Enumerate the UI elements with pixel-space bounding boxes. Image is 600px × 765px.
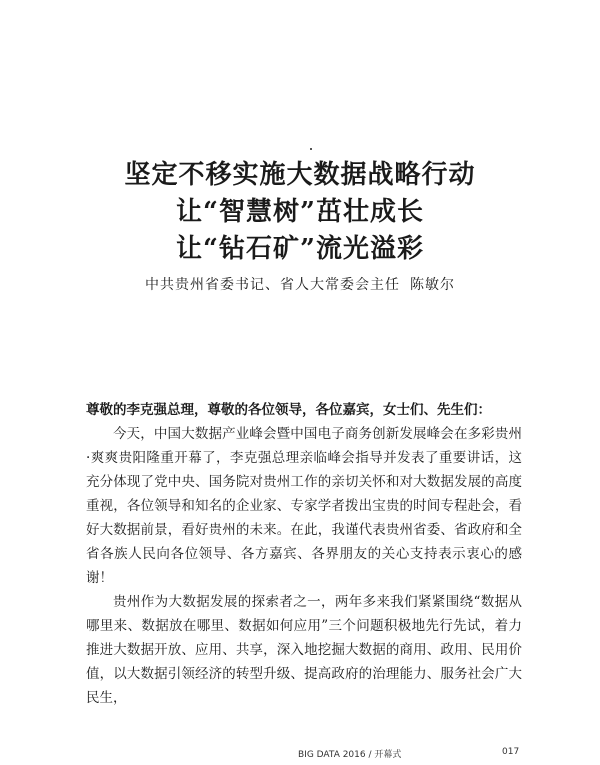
page-number: 017: [502, 747, 520, 757]
title-line-3: 让“钻石矿”流光溢彩: [176, 234, 424, 264]
author-name: 陈敏尔: [410, 277, 455, 293]
author-position: 中共贵州省委书记、省人大常委会主任: [145, 277, 400, 293]
author-line: [0, 274, 600, 294]
title-line-2: 让“智慧树”茁壮成长: [176, 197, 424, 227]
stray-mark: [310, 148, 312, 150]
speech-body: [86, 398, 522, 710]
paragraph-2: 贵州作为大数据发展的探索者之一，两年多来我们紧紧围绕“数据从哪里来、数据放在哪里、数据如何应用”三个问题积极地先行先试，着力推进大数据开放、应用、共享，深入地挖掘大数据的商用、政用、民用价值，以大数据引领经济的转型升级、提高政府的治理能力、服务社会广大民生，: [86, 594, 522, 706]
footer-running-head: BIG DATA 2016 / 开幕式: [298, 750, 402, 760]
greeting: 尊敬的李克强总理，尊敬的各位领导，各位嘉宾，女士们、先生们：: [86, 402, 491, 418]
title-line-1: 坚定不移实施大数据战略行动: [124, 160, 476, 190]
paragraph-1: 今天，中国大数据产业峰会暨中国电子商务创新发展峰会在多彩贵州·爽爽贵阳隆重开幕了，李克强总理亲临峰会指导并发表了重要讲话，这充分体现了党中央、国务院对贵州工作的亲切关怀和对大数据发展的高度重视，各位领导和知名的企业家、专家学者拨出宝贵的时间专程赴会，看好大数据前景，看好贵州的未来。在此，我谨代表贵州省委、省政府和全省各族人民向各位领导、各方嘉宾、各界朋友的关心支持表示衷心的感谢！: [86, 426, 522, 586]
